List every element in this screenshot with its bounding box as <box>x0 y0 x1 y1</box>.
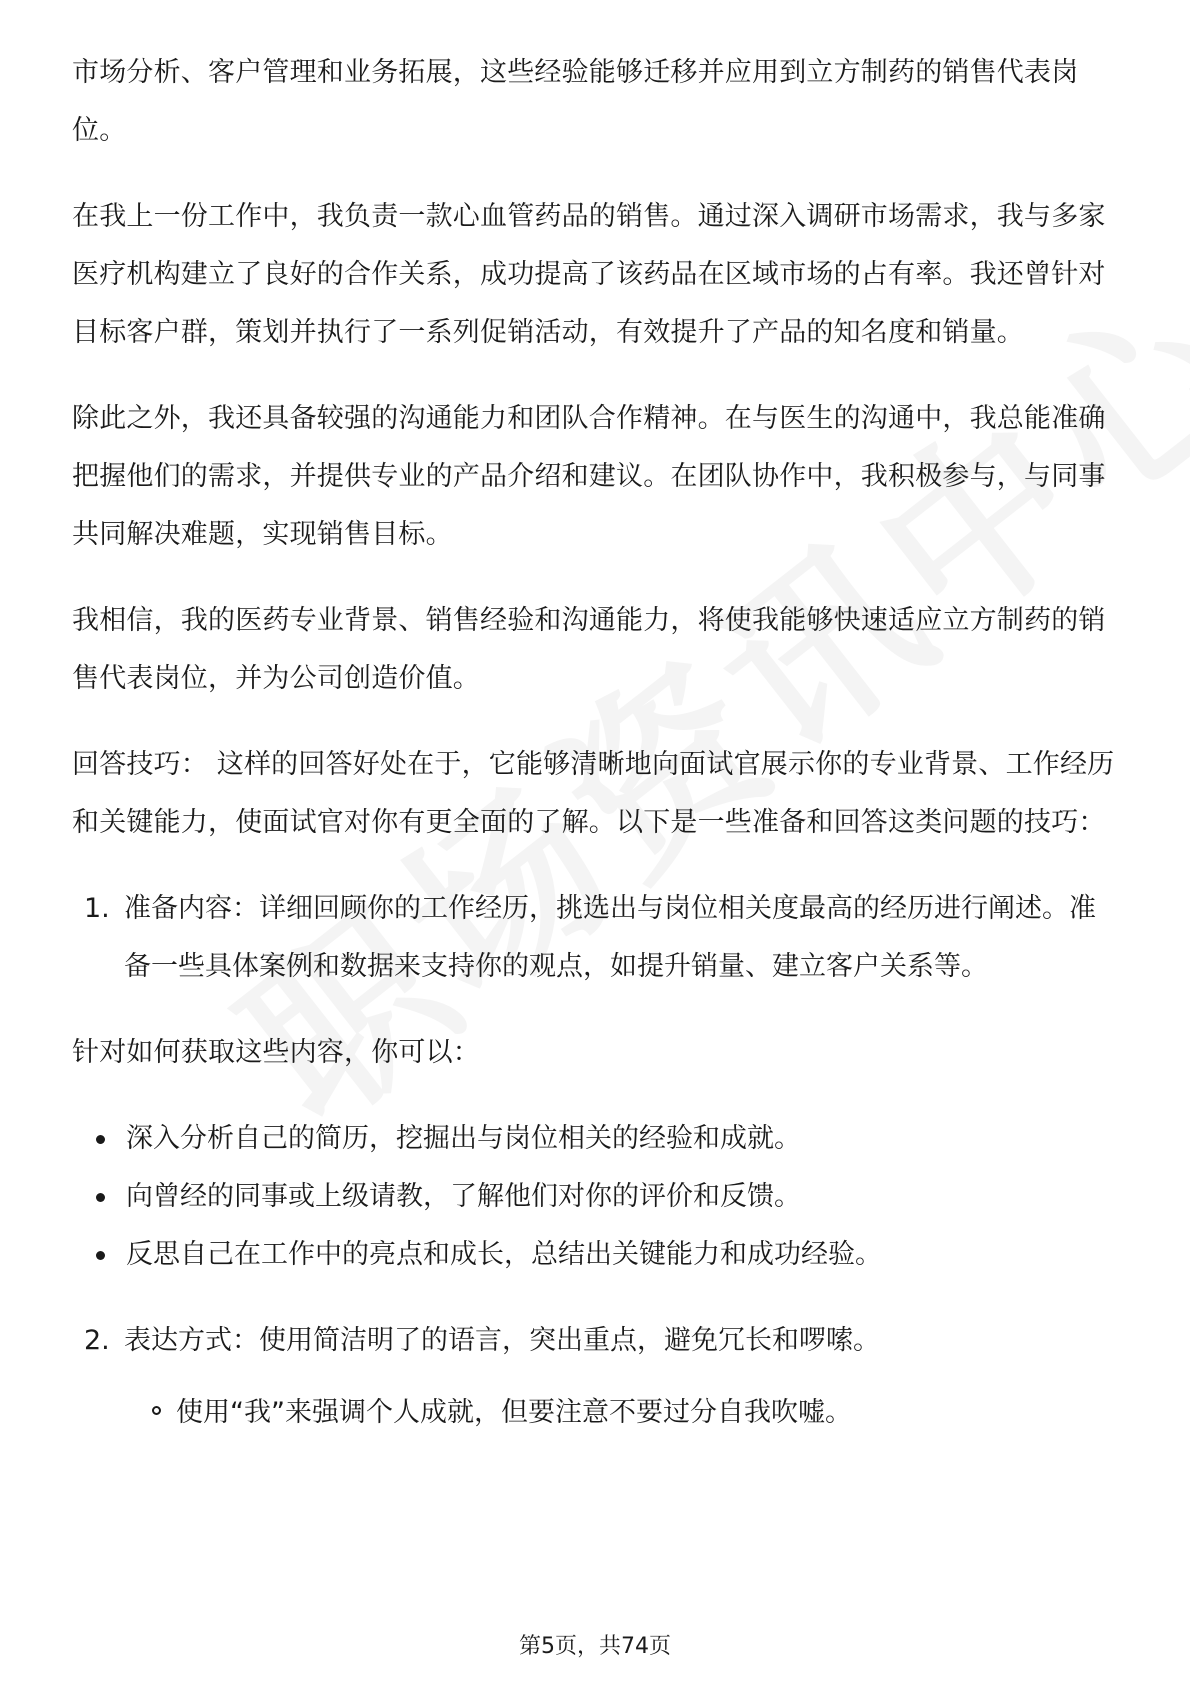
list-item-text: 深入分析自己的简历，挖掘出与岗位相关的经验和成就。 <box>126 1123 801 1154</box>
paragraph-intro: 市场分析、客户管理和业务拓展，这些经验能够迁移并应用到立方制药的销售代表岗位。 <box>72 57 1079 146</box>
bullet-dot-icon <box>96 1193 105 1202</box>
paragraph-how-to-obtain: 针对如何获取这些内容，你可以： <box>72 1037 480 1068</box>
bullet-list <box>72 1110 1122 1284</box>
numbered-item-text: 准备内容：详细回顾你的工作经历，挑选出与岗位相关度最高的经历进行阐述。准备一些具体案例和数据来支持你的观点，如提升销量、建立客户关系等。 <box>124 893 1096 982</box>
list-item-text: 向曾经的同事或上级请教，了解他们对你的评价和反馈。 <box>126 1181 801 1212</box>
list-item <box>72 1168 1122 1226</box>
list-item <box>72 1226 1122 1284</box>
paragraph-previous-job: 在我上一份工作中，我负责一款心血管药品的销售。通过深入调研市场需求，我与多家医疗机构建立了良好的合作关系，成功提高了该药品在区域市场的占有率。我还曾针对目标客户群，策划并执行了一系列促销活动，有效提升了产品的知名度和销量。 <box>72 201 1106 348</box>
bullet-dot-icon <box>96 1251 105 1260</box>
list-item-text: 反思自己在工作中的亮点和成长，总结出关键能力和成功经验。 <box>126 1239 882 1270</box>
numbered-item-expression <box>72 1312 1122 1370</box>
paragraph-communication: 除此之外，我还具备较强的沟通能力和团队合作精神。在与医生的沟通中，我总能准确把握他们的需求，并提供专业的产品介绍和建议。在团队协作中，我积极参与，与同事共同解决难题，实现销售目标。 <box>72 403 1106 550</box>
list-item <box>72 1110 1122 1168</box>
paragraph-answer-tips: 回答技巧： 这样的回答好处在于，它能够清晰地向面试官展示你的专业背景、工作经历和关键能力，使面试官对你有更全面的了解。以下是一些准备和回答这类问题的技巧： <box>72 749 1115 838</box>
list-item-text: 使用“我”来强调个人成就，但要注意不要过分自我吹嘘。 <box>176 1397 852 1428</box>
document-body <box>72 44 1122 1442</box>
page-number-footer: 第5页，共74页 <box>519 1634 671 1659</box>
list-item <box>72 1384 1122 1442</box>
numbered-item-prepare <box>72 880 1122 996</box>
list-number: 1. <box>84 893 110 924</box>
numbered-item-text: 表达方式：使用简洁明了的语言，突出重点，避免冗长和啰嗦。 <box>124 1325 880 1356</box>
paragraph-conclusion: 我相信，我的医药专业背景、销售经验和沟通能力，将使我能够快速适应立方制药的销售代表岗位，并为公司创造价值。 <box>72 605 1106 694</box>
sub-bullet-list <box>72 1384 1122 1442</box>
hollow-circle-icon <box>152 1406 161 1415</box>
list-number: 2. <box>84 1325 110 1356</box>
bullet-dot-icon <box>96 1135 105 1144</box>
